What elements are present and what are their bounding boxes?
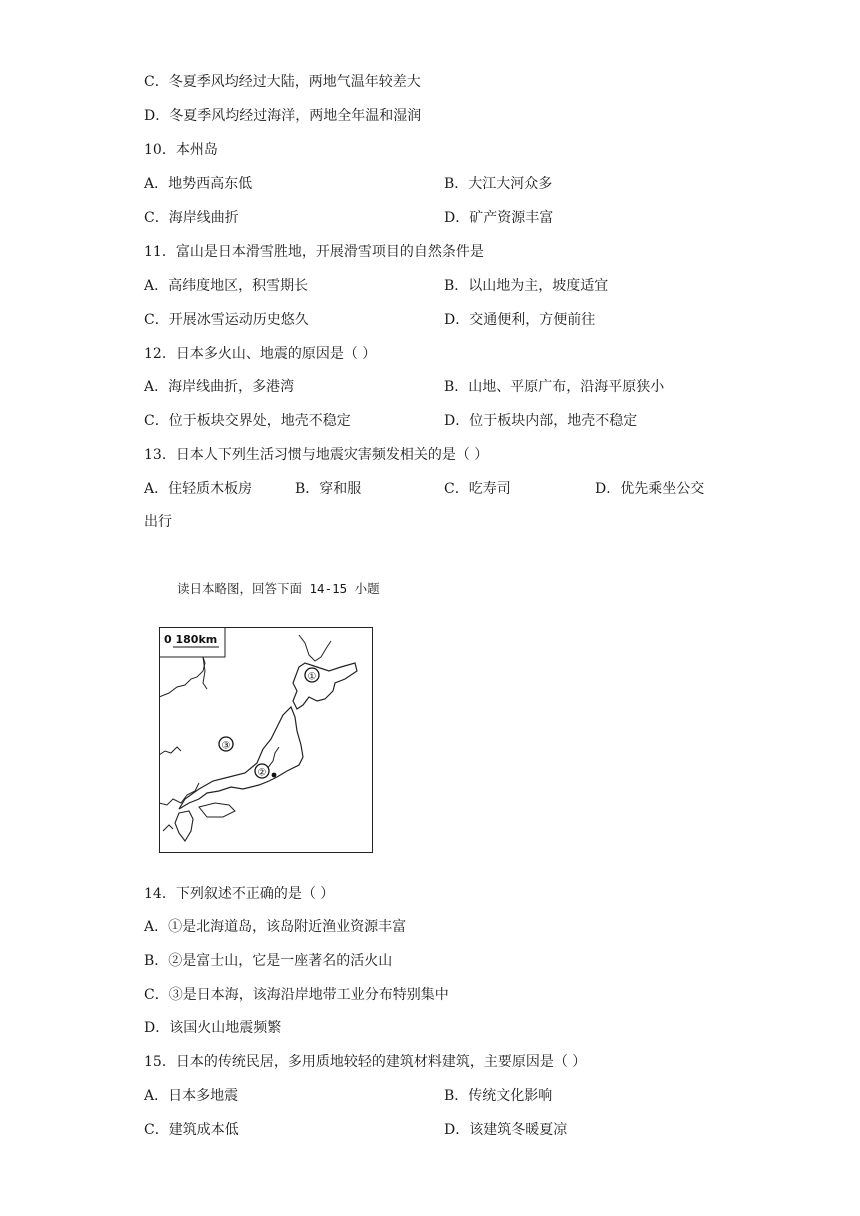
- q14-option-c: C．③是日本海，该海沿岸地带工业分布特别集中: [144, 987, 449, 1003]
- q14-option-b: B．②是富士山，它是一座著名的活火山: [144, 953, 393, 969]
- japan-map-svg: [159, 627, 373, 853]
- marker-3-label: ③: [221, 740, 231, 752]
- q14-option-d: D．该国火山地震频繁: [144, 1020, 282, 1036]
- q13-option-d: D．优先乘坐公交: [595, 481, 705, 497]
- q13-option-d-wrap: 出行: [144, 514, 172, 530]
- q9-option-d: D．冬夏季风均经过海洋，两地全年温和湿润: [144, 108, 422, 124]
- q12-option-d: D．位于板块内部，地壳不稳定: [444, 413, 638, 429]
- q10-option-b: B．大江大河众多: [444, 176, 553, 192]
- q15-option-d: D．该建筑冬暖夏凉: [444, 1122, 568, 1138]
- passage-intro: 读日本略图，回答下面 14-15 小题: [177, 581, 380, 596]
- q12-option-a: A．海岸线曲折，多港湾: [144, 379, 295, 395]
- q10-option-c: C．海岸线曲折: [144, 210, 239, 226]
- marker-2-label: ②: [257, 767, 267, 779]
- q15-stem: 15．日本的传统民居，多用质地较轻的建筑材料建筑，主要原因是（ ）: [144, 1054, 587, 1070]
- q13-option-c: C．吃寿司: [444, 481, 511, 497]
- q11-stem: 11．富山是日本滑雪胜地，开展滑雪项目的自然条件是: [144, 244, 484, 260]
- scale-label: 0 180km: [164, 633, 218, 646]
- q13-option-a: A．住轻质木板房: [144, 481, 253, 497]
- q11-option-d: D．交通便利，方便前往: [444, 312, 596, 328]
- map-frame: [160, 628, 373, 853]
- tokyo-dot: [272, 773, 277, 778]
- japan-map-figure: [159, 627, 373, 853]
- q15-option-b: B．传统文化影响: [444, 1088, 553, 1104]
- q10-option-d: D．矿产资源丰富: [444, 210, 554, 226]
- q9-option-c: C．冬夏季风均经过大陆，两地气温年较差大: [144, 74, 421, 90]
- marker-1-label: ①: [307, 671, 317, 683]
- q14-option-a: A．①是北海道岛，该岛附近渔业资源丰富: [144, 919, 407, 935]
- q13-option-b: B．穿和服: [295, 481, 362, 497]
- q15-option-a: A．日本多地震: [144, 1088, 239, 1104]
- q12-option-b: B．山地、平原广布，沿海平原狭小: [444, 379, 665, 395]
- q15-option-c: C．建筑成本低: [144, 1122, 239, 1138]
- q14-stem: 14．下列叙述不正确的是（ ）: [144, 886, 335, 902]
- q10-stem: 10．本州岛: [144, 142, 218, 158]
- q11-option-a: A．高纬度地区，积雪期长: [144, 278, 309, 294]
- q12-option-c: C．位于板块交界处，地壳不稳定: [144, 413, 351, 429]
- q12-stem: 12．日本多火山、地震的原因是（ ）: [144, 346, 377, 362]
- q13-stem: 13．日本人下列生活习惯与地震灾害频发相关的是（ ）: [144, 447, 489, 463]
- q11-option-b: B．以山地为主，坡度适宜: [444, 278, 609, 294]
- q11-option-c: C．开展冰雪运动历史悠久: [144, 312, 309, 328]
- q10-option-a: A．地势西高东低: [144, 176, 253, 192]
